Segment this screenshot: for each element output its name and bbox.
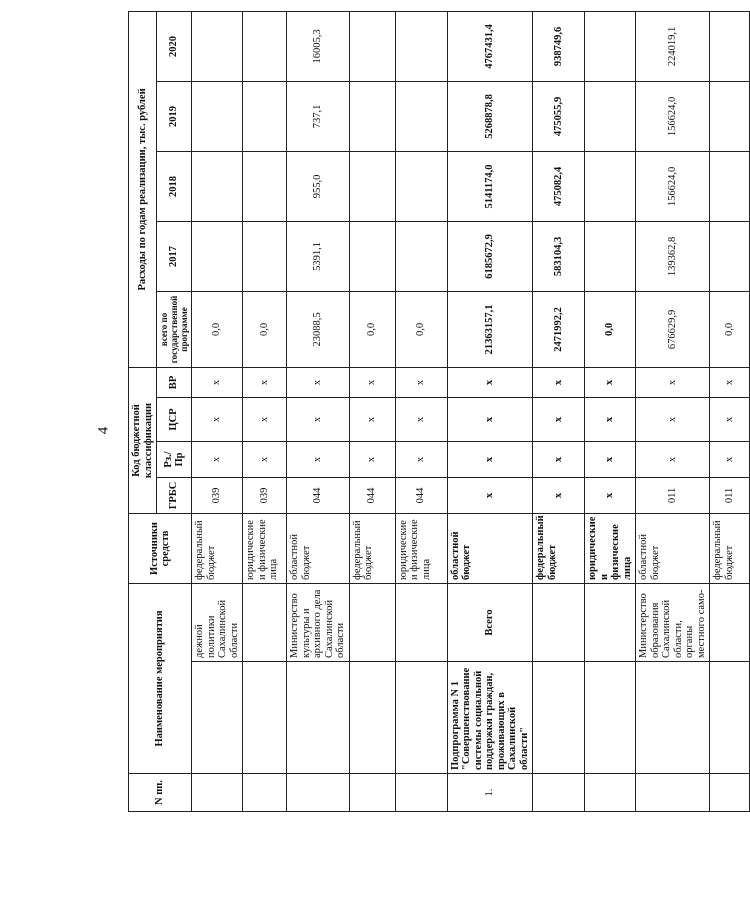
cell-y2020 — [585, 11, 636, 81]
cell-name — [636, 662, 710, 774]
cell-grbs: 039 — [243, 477, 287, 513]
cell-name — [287, 662, 350, 774]
cell-rz: x — [533, 441, 585, 477]
cell-y2019 — [243, 81, 287, 151]
cell-csr: x — [349, 397, 395, 441]
cell-rz: x — [349, 441, 395, 477]
cell-csr: x — [395, 397, 447, 441]
cell-y2017: 139362,8 — [636, 221, 710, 291]
cell-exec: Всего — [447, 583, 533, 661]
cell-vr: x — [192, 367, 243, 397]
cell-y2020: 4767431,4 — [447, 11, 533, 81]
cell-y2019: 156624,0 — [636, 81, 710, 151]
header-2018: 2018 — [157, 151, 192, 221]
cell-y2020 — [349, 11, 395, 81]
cell-y2019: 5268878,8 — [447, 81, 533, 151]
cell-np — [287, 774, 350, 812]
table-row — [287, 11, 350, 811]
cell-np — [533, 774, 585, 812]
cell-name — [585, 662, 636, 774]
cell-y2018 — [243, 151, 287, 221]
cell-total: 0,0 — [192, 291, 243, 367]
cell-y2018: 955,0 — [287, 151, 350, 221]
header-2020: 2020 — [157, 11, 192, 81]
cell-grbs: 039 — [192, 477, 243, 513]
cell-source: юридические и физические лица — [585, 513, 636, 583]
cell-y2018: 475082,4 — [533, 151, 585, 221]
cell-exec: Министерство образования Сахалинской области, органы местного само- — [636, 583, 710, 661]
cell-csr: x — [287, 397, 350, 441]
cell-rz: x — [395, 441, 447, 477]
header-name: Наименование мероприятия — [129, 583, 192, 773]
cell-np — [710, 774, 750, 812]
cell-y2017 — [349, 221, 395, 291]
rotated-table-container — [128, 12, 735, 812]
cell-source: федеральный бюджет — [710, 513, 750, 583]
cell-y2017: 5391,1 — [287, 221, 350, 291]
cell-y2020: 938749,6 — [533, 11, 585, 81]
table-row — [349, 11, 395, 811]
cell-name — [243, 662, 287, 774]
cell-exec — [349, 583, 395, 661]
cell-y2018 — [395, 151, 447, 221]
table-row — [585, 11, 636, 811]
cell-grbs: x — [585, 477, 636, 513]
cell-total: 2471992,2 — [533, 291, 585, 367]
cell-rz: x — [585, 441, 636, 477]
cell-exec — [243, 583, 287, 661]
cell-total: 0,0 — [585, 291, 636, 367]
header-2019: 2019 — [157, 81, 192, 151]
header-source: Источники средств — [129, 513, 192, 583]
cell-y2019 — [192, 81, 243, 151]
cell-y2020 — [395, 11, 447, 81]
cell-y2019 — [710, 81, 750, 151]
cell-grbs: 044 — [395, 477, 447, 513]
cell-np: 1. — [447, 774, 533, 812]
cell-exec — [395, 583, 447, 661]
header-np: N пп. — [129, 774, 192, 812]
cell-y2020 — [192, 11, 243, 81]
header-csr: ЦСР — [157, 397, 192, 441]
cell-y2017: 583104,3 — [533, 221, 585, 291]
budget-table — [128, 11, 750, 812]
cell-rz: x — [243, 441, 287, 477]
header-2017: 2017 — [157, 221, 192, 291]
cell-np — [192, 774, 243, 812]
cell-total: 0,0 — [349, 291, 395, 367]
cell-rz: x — [710, 441, 750, 477]
table-body — [192, 11, 750, 811]
cell-y2019 — [349, 81, 395, 151]
cell-csr: x — [710, 397, 750, 441]
cell-np — [243, 774, 287, 812]
cell-np — [636, 774, 710, 812]
cell-source: юридические и физические лица — [395, 513, 447, 583]
cell-rz: x — [447, 441, 533, 477]
cell-source: областной бюджет — [287, 513, 350, 583]
cell-y2018 — [585, 151, 636, 221]
cell-csr: x — [243, 397, 287, 441]
table-row — [533, 11, 585, 811]
cell-source: областной бюджет — [636, 513, 710, 583]
cell-y2017 — [710, 221, 750, 291]
header-grbs: ГРБС — [157, 477, 192, 513]
cell-total: 0,0 — [243, 291, 287, 367]
cell-exec: Министерство культуры и архивного дела Сахалинской области — [287, 583, 350, 661]
cell-source: федеральный бюджет — [192, 513, 243, 583]
cell-rz: x — [636, 441, 710, 477]
table-row — [636, 11, 710, 811]
cell-vr: x — [395, 367, 447, 397]
cell-y2018 — [710, 151, 750, 221]
header-rzpr: Рз./Пр — [157, 441, 192, 477]
cell-vr: x — [533, 367, 585, 397]
cell-source: областной бюджет — [447, 513, 533, 583]
table-row — [395, 11, 447, 811]
cell-rz: x — [287, 441, 350, 477]
cell-grbs: 044 — [349, 477, 395, 513]
header-total: всего по государственной программе — [157, 291, 192, 367]
cell-y2020: 224019,1 — [636, 11, 710, 81]
cell-y2020: 16005,3 — [287, 11, 350, 81]
cell-name: Подпрограмма N 1 "Совершенствование системы социальной поддержки граждан, проживающих в Сахалинской области" — [447, 662, 533, 774]
cell-y2018: 5141174,0 — [447, 151, 533, 221]
cell-y2017 — [192, 221, 243, 291]
cell-y2017 — [243, 221, 287, 291]
cell-source: федеральный бюджет — [349, 513, 395, 583]
header-vr: ВР — [157, 367, 192, 397]
cell-vr: x — [243, 367, 287, 397]
cell-y2018: 156624,0 — [636, 151, 710, 221]
cell-vr: x — [287, 367, 350, 397]
cell-csr: x — [533, 397, 585, 441]
cell-y2019 — [585, 81, 636, 151]
cell-y2019: 737,1 — [287, 81, 350, 151]
cell-y2017 — [395, 221, 447, 291]
header-expenses: Расходы по годам реализации, тыс. рублей — [129, 11, 157, 367]
cell-grbs: 011 — [710, 477, 750, 513]
cell-np — [349, 774, 395, 812]
cell-total: 0,0 — [710, 291, 750, 367]
cell-grbs: 044 — [287, 477, 350, 513]
cell-exec — [585, 583, 636, 661]
cell-name — [395, 662, 447, 774]
cell-vr: x — [585, 367, 636, 397]
cell-y2019 — [395, 81, 447, 151]
cell-source: юридические и физические лица — [243, 513, 287, 583]
table-row — [192, 11, 243, 811]
cell-name — [349, 662, 395, 774]
cell-csr: x — [585, 397, 636, 441]
cell-y2018 — [192, 151, 243, 221]
cell-total: 0,0 — [395, 291, 447, 367]
table-row — [447, 11, 533, 811]
table-row — [243, 11, 287, 811]
cell-name — [710, 662, 750, 774]
cell-y2020 — [243, 11, 287, 81]
cell-exec — [710, 583, 750, 661]
cell-csr: x — [636, 397, 710, 441]
page-number: 4 — [95, 426, 112, 435]
cell-np — [395, 774, 447, 812]
cell-vr: x — [349, 367, 395, 397]
cell-y2020 — [710, 11, 750, 81]
cell-exec — [533, 583, 585, 661]
cell-y2018 — [349, 151, 395, 221]
cell-grbs: 011 — [636, 477, 710, 513]
cell-name — [533, 662, 585, 774]
cell-y2019: 475055,9 — [533, 81, 585, 151]
cell-source: федеральный бюджет — [533, 513, 585, 583]
cell-np — [585, 774, 636, 812]
cell-total: 21363157,1 — [447, 291, 533, 367]
cell-grbs: x — [447, 477, 533, 513]
cell-name — [192, 662, 243, 774]
cell-csr: x — [447, 397, 533, 441]
cell-y2017: 6185672,9 — [447, 221, 533, 291]
cell-exec: дежной политики Сахалинской области — [192, 583, 243, 661]
cell-rz: x — [192, 441, 243, 477]
cell-total: 676629,9 — [636, 291, 710, 367]
cell-y2017 — [585, 221, 636, 291]
cell-vr: x — [710, 367, 750, 397]
cell-csr: x — [192, 397, 243, 441]
cell-grbs: x — [533, 477, 585, 513]
table-row — [710, 11, 750, 811]
cell-vr: x — [447, 367, 533, 397]
cell-total: 23088,5 — [287, 291, 350, 367]
header-row-1 — [129, 11, 157, 811]
cell-vr: x — [636, 367, 710, 397]
header-code: Код бюджетной классификации — [129, 367, 157, 513]
